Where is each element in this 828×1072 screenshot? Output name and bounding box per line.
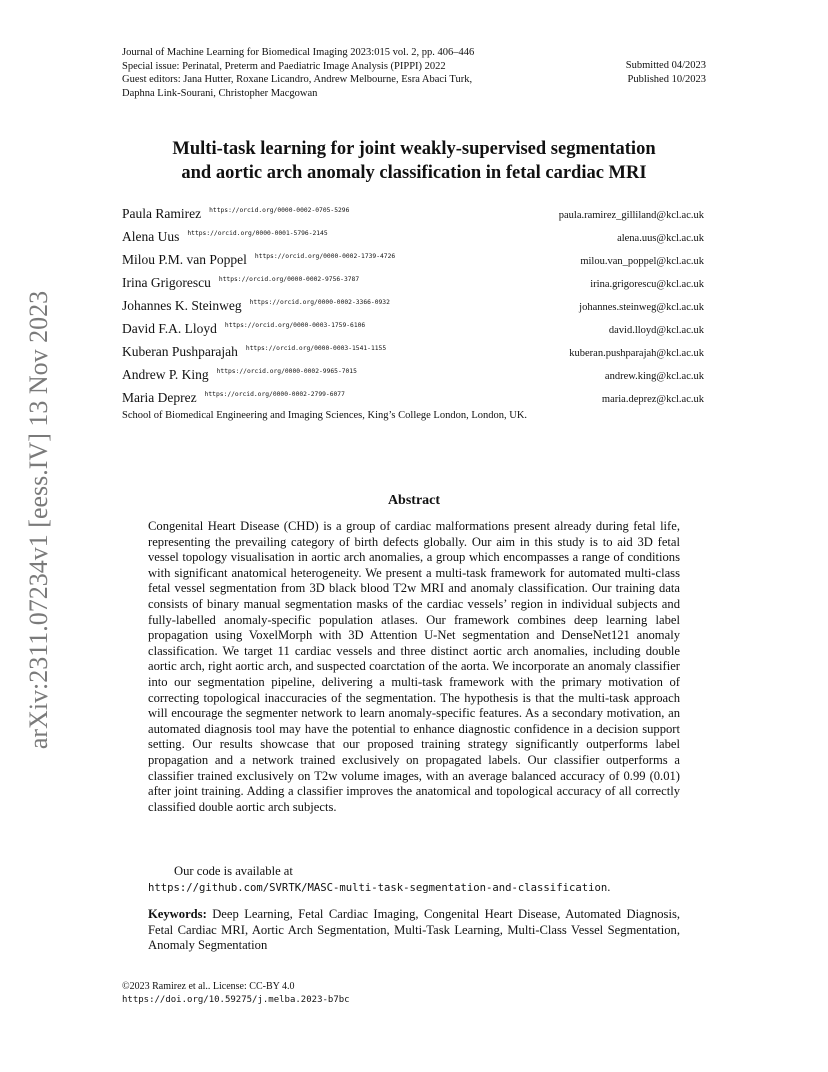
title-line: Multi-task learning for joint weakly-supervised segmentation bbox=[172, 139, 656, 159]
author-name: Andrew P. King bbox=[122, 367, 209, 382]
author-name: Milou P.M. van Poppel bbox=[122, 252, 247, 267]
author-row bbox=[122, 321, 704, 344]
author-email[interactable]: maria.deprez@kcl.ac.uk bbox=[601, 394, 704, 405]
author-name: Alena Uus bbox=[122, 229, 180, 244]
author-email[interactable]: paula.ramirez_gilliland@kcl.ac.uk bbox=[558, 210, 704, 221]
author-name: Maria Deprez bbox=[122, 390, 197, 405]
journal-info bbox=[122, 46, 592, 100]
author-email[interactable]: david.lloyd@kcl.ac.uk bbox=[608, 325, 704, 336]
orcid-link[interactable]: https://orcid.org/0000-0003-1759-6106 bbox=[224, 322, 366, 329]
arxiv-identifier[interactable]: arXiv:2311.07234v1 [eess.IV] 13 Nov 2023 bbox=[24, 290, 53, 750]
title-line: and aortic arch anomaly classification in fetal cardiac MRI bbox=[181, 163, 647, 183]
author-row bbox=[122, 206, 704, 229]
orcid-link[interactable]: https://orcid.org/0000-0002-9756-3787 bbox=[218, 276, 360, 283]
abstract-heading: Abstract bbox=[387, 493, 441, 508]
keywords-text: Deep Learning, Fetal Cardiac Imaging, Congenital Heart Disease, Automated Diagnosis, Fetal Cardiac MRI, Aortic Arch Segmentation, Multi-Task Learning, Multi-Class Vessel Segmentation, Anomaly Segmentation bbox=[148, 907, 680, 953]
affiliation: School of Biomedical Engineering and Imaging Sciences, King’s College London, London, UK. bbox=[122, 410, 528, 421]
author-email[interactable]: kuberan.pushparajah@kcl.ac.uk bbox=[569, 348, 704, 359]
author-row bbox=[122, 252, 704, 275]
code-intro: Our code is available at bbox=[174, 864, 293, 878]
author-name: Paula Ramirez bbox=[122, 206, 202, 221]
journal-line: Daphna Link-Sourani, Christopher Macgowan bbox=[122, 87, 318, 99]
author-row bbox=[122, 298, 704, 321]
keywords-label: Keywords: bbox=[148, 907, 207, 921]
author-row bbox=[122, 275, 704, 298]
code-repository-link[interactable]: https://github.com/SVRTK/MASC-multi-task-segmentation-and-classification bbox=[148, 881, 608, 894]
author-name: Kuberan Pushparajah bbox=[122, 344, 238, 359]
author-email[interactable]: alena.uus@kcl.ac.uk bbox=[617, 233, 704, 244]
journal-line: Guest editors: Jana Hutter, Roxane Licandro, Andrew Melbourne, Esra Abaci Turk, bbox=[122, 74, 473, 85]
published-date: Published 10/2023 bbox=[627, 73, 706, 85]
arxiv-stamp bbox=[2, 260, 76, 780]
orcid-link[interactable]: https://orcid.org/0000-0003-1541-1155 bbox=[245, 345, 387, 352]
license-text: ©2023 Ramirez et al.. License: CC-BY 4.0 bbox=[122, 981, 295, 992]
orcid-link[interactable]: https://orcid.org/0000-0001-5796-2145 bbox=[187, 230, 328, 237]
orcid-link[interactable]: https://orcid.org/0000-0002-9965-7015 bbox=[216, 368, 357, 375]
author-name: Irina Grigorescu bbox=[122, 275, 211, 290]
author-name: David F.A. Lloyd bbox=[122, 321, 217, 336]
orcid-link[interactable]: https://orcid.org/0000-0002-0705-5296 bbox=[209, 207, 350, 214]
abstract-body: Congenital Heart Disease (CHD) is a group of cardiac malformations present already during fetal life, representing the prevailing category of birth defects globally. Our aim in this study is to aid 3D fetal vessel topology visualisation in aortic arch anomalies, a group which encompasses a range of conditions with significant anatomical heterogeneity. We present a multi-task framework for automated multi-class fetal vessel segmentation from 3D black blood T2w MRI and anomaly classification. Our training data consists of binary manual segmentation masks of the cardiac vessels’ region in individual subjects and fully-labelled anomaly-specific population atlases. Our framework combines deep learning label propagation using VoxelMorph with 3D Attention U-Net segmentation and DenseNet121 anomaly classification. We target 11 cardiac vessels and three distinct aortic arch anomalies, including double aortic arch, right aortic arch, and suspected coarctation of the aorta. We incorporate an anomaly classifier into our segmentation pipeline, delivering a multi-task framework with the primary motivation of correcting topological inaccuracies of the segmentation. The hypothesis is that the multi-task approach will encourage the segmenter network to learn anomaly-specific features. As a secondary motivation, an automated diagnosis tool may have the potential to enhance diagnostic confidence in a decision support setting. Our results showcase that our proposed training strategy significantly outperforms label propagation and a network trained exclusively on propagated labels. Our classifier outperforms a classifier trained exclusively on T2w volume images, with an average balanced accuracy of 0.99 (0.01) after joint training. Adding a classifier improves the anatomical and topological accuracy of all correctly classified double aortic arch subjects. bbox=[148, 519, 680, 814]
author-email[interactable]: andrew.king@kcl.ac.uk bbox=[604, 371, 704, 382]
author-email[interactable]: johannes.steinweg@kcl.ac.uk bbox=[579, 302, 704, 313]
author-email[interactable]: irina.grigorescu@kcl.ac.uk bbox=[590, 279, 704, 290]
author-row bbox=[122, 367, 704, 390]
journal-line: Journal of Machine Learning for Biomedical Imaging 2023:015 vol. 2, pp. 406–446 bbox=[122, 47, 475, 58]
author-email[interactable]: milou.van_poppel@kcl.ac.uk bbox=[580, 256, 704, 267]
publication-dates bbox=[626, 59, 706, 86]
orcid-link[interactable]: https://orcid.org/0000-0002-1739-4726 bbox=[254, 253, 396, 260]
submitted-date: Submitted 04/2023 bbox=[625, 60, 706, 71]
code-availability bbox=[148, 864, 680, 896]
code-period: . bbox=[607, 879, 611, 894]
author-name: Johannes K. Steinweg bbox=[122, 298, 242, 313]
orcid-link[interactable]: https://orcid.org/0000-0002-3366-0932 bbox=[249, 299, 390, 306]
doi-link[interactable]: https://doi.org/10.59275/j.melba.2023-b7bc bbox=[122, 994, 350, 1005]
paper-title bbox=[100, 137, 728, 185]
author-row bbox=[122, 344, 704, 367]
footer bbox=[122, 980, 350, 1007]
author-list bbox=[122, 206, 704, 413]
author-row bbox=[122, 229, 704, 252]
keywords bbox=[148, 907, 680, 954]
orcid-link[interactable]: https://orcid.org/0000-0002-2799-6077 bbox=[204, 391, 345, 398]
journal-line: Special issue: Perinatal, Preterm and Paediatric Image Analysis (PIPPI) 2022 bbox=[122, 60, 446, 72]
